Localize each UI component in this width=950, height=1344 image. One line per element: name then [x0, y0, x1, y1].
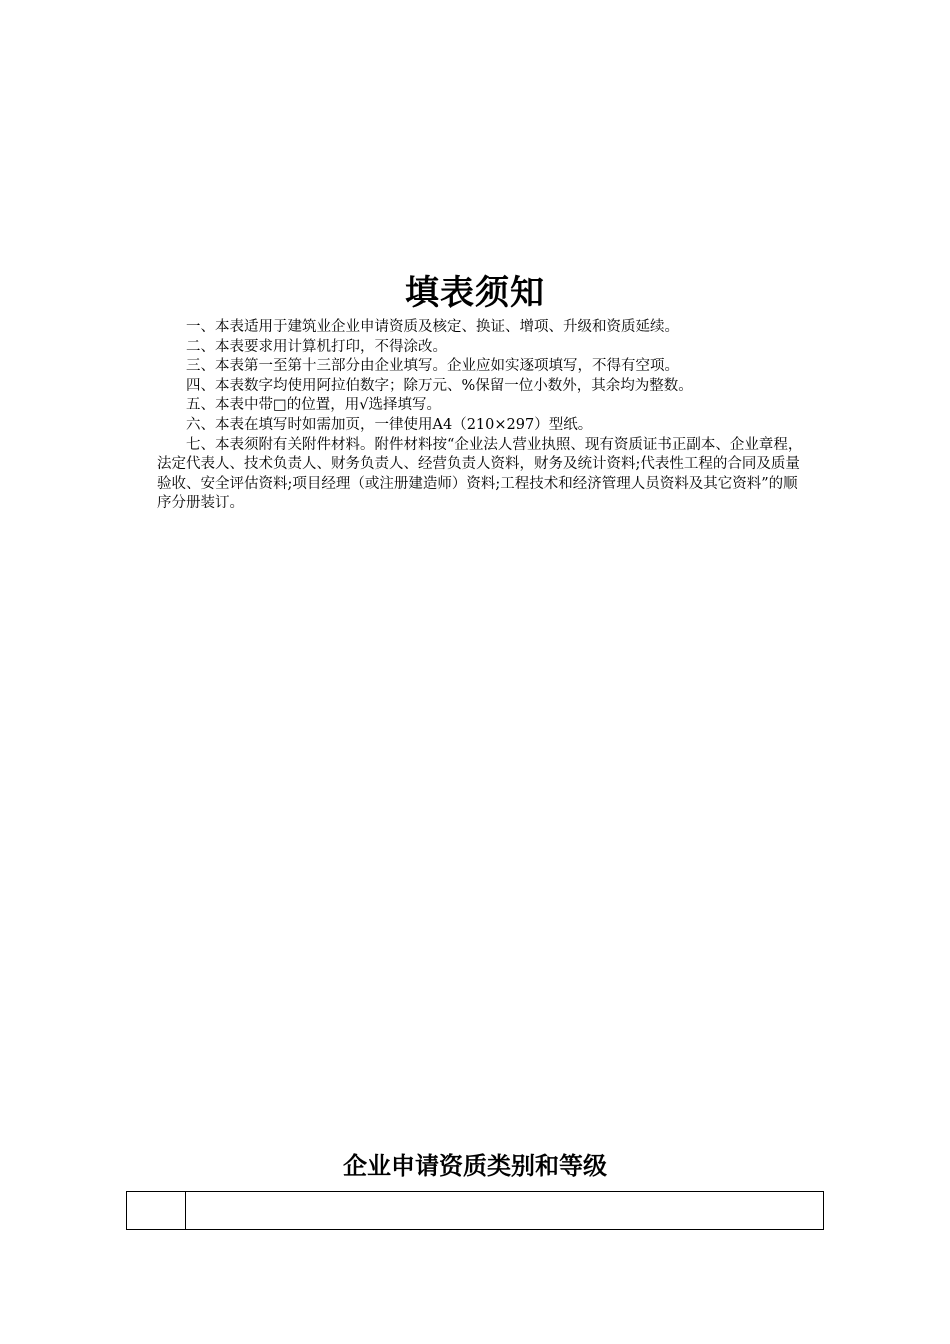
page-title: 填表须知: [405, 272, 545, 313]
qualification-table: [126, 1191, 824, 1230]
instructions-list: [157, 318, 805, 514]
section-title: 企业申请资质类别和等级: [343, 1151, 607, 1180]
instruction-item-2: 二、本表要求用计算机打印，不得涂改。: [186, 338, 447, 355]
instruction-item-3: 三、本表第一至第十三部分由企业填写。企业应如实逐项填写，不得有空项。: [186, 358, 679, 375]
instruction-item-5: 五、本表中带□的位置，用√选择填写。: [186, 397, 441, 414]
instruction-item-4: 四、本表数字均使用阿拉伯数字；除万元、%保留一位小数外，其余均为整数。: [186, 377, 693, 394]
table-cell-value[interactable]: [186, 1192, 824, 1230]
table-row: [127, 1192, 824, 1230]
table-cell-label: [127, 1192, 186, 1230]
instruction-item-7: 七、本表须附有关附件材料。附件材料按“企业法人营业执照、现有资质证书正副本、企业章程，法定代表人、技术负责人、财务负责人、经营负责人资料，财务及统计资料;代表性工程的合同及质量验收、安全评估资料;项目经理（或注册建造师）资料;工程技术和经济管理人员资料及其它资料”的顺序分册装订。: [157, 436, 803, 512]
instruction-item-1: 一、本表适用于建筑业企业申请资质及核定、换证、增项、升级和资质延续。: [186, 319, 679, 335]
instruction-item-6: 六、本表在填写时如需加页，一律使用A4（210×297）型纸。: [186, 416, 593, 433]
